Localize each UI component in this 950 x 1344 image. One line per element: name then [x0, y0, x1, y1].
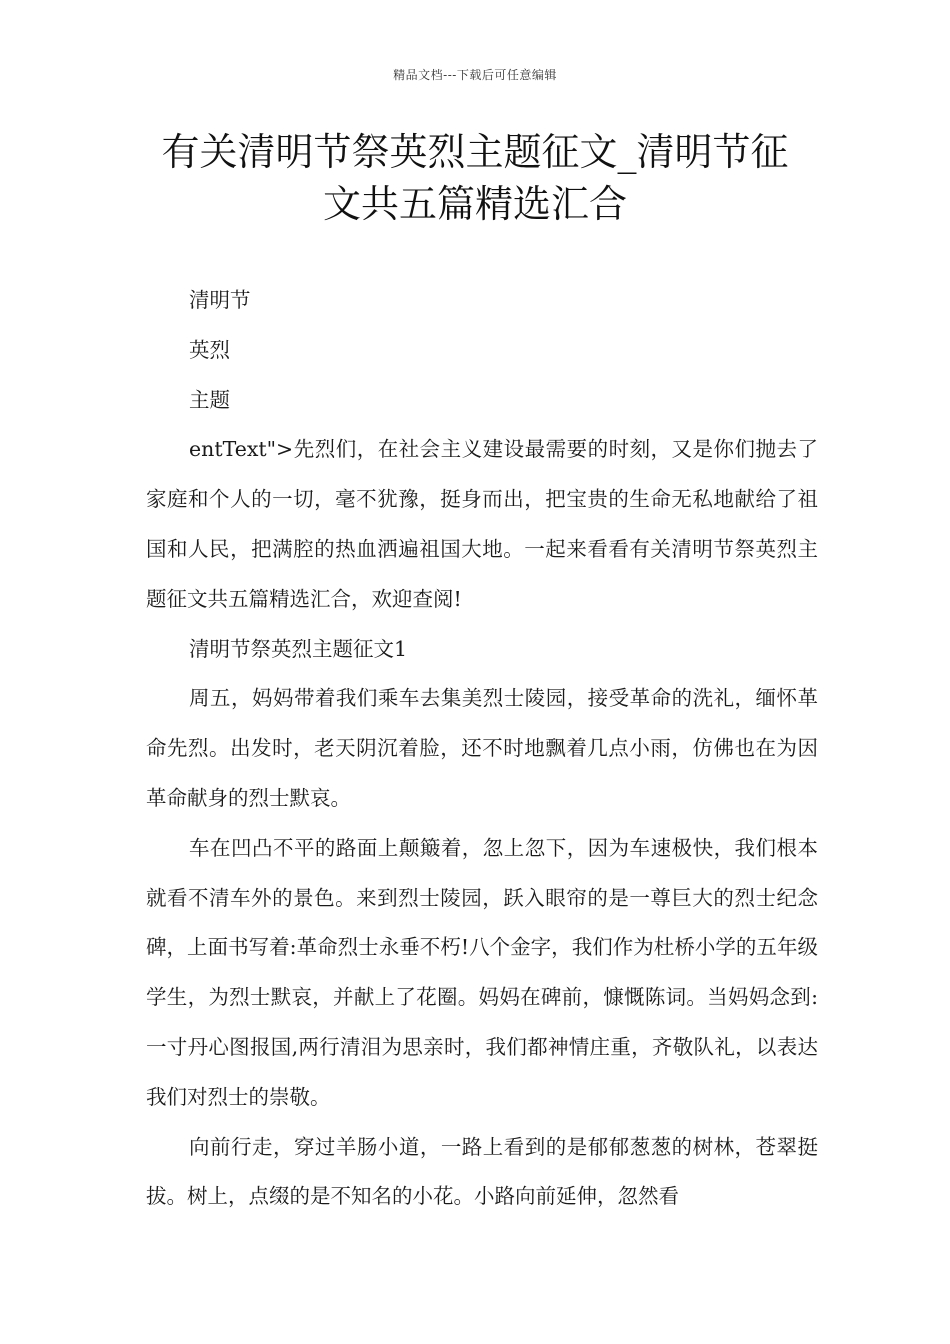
paragraph: 英烈 — [189, 337, 231, 362]
paragraph: 车在凹凸不平的路面上颠簸着，忽上忽下，因为车速极快，我们根本就看不清车外的景色。来到烈士陵园，跃入眼帘的是一尊巨大的烈士纪念碑，上面书写着:革命烈士永垂不朽!八个金字，我们作为杜桥小学的五年级学生，为烈士默哀，并献上了花圈。妈妈在碑前，慷慨陈词。当妈妈念到:一寸丹心图报国,两行清泪为思亲时，我们都神情庄重，齐敬队礼，以表达我们对烈士的崇敬。 — [146, 835, 818, 1109]
document-title: 有关清明节祭英烈主题征文_清明节征文共五篇精选汇合 — [161, 130, 789, 226]
header-note: 精品文档---下载后可任意编辑 — [393, 68, 557, 82]
document-body — [146, 276, 818, 1222]
paragraph: 清明节 — [189, 288, 251, 312]
paragraph: 周五，妈妈带着我们乘车去集美烈士陵园，接受革命的洗礼，缅怀革命先烈。出发时，老天阴沉着脸，还不时地飘着几点小雨，仿佛也在为因革命献身的烈士默哀。 — [146, 686, 818, 810]
paragraph: 向前行走，穿过羊肠小道，一路上看到的是郁郁葱葱的树林，苍翠挺拔。树上，点缀的是不知名的小花。小路向前延伸，忽然看 — [146, 1134, 818, 1209]
paragraph: 主题 — [189, 387, 231, 412]
paragraph: entText">先烈们，在社会主义建设最需要的时刻，又是你们抛去了家庭和个人的一切，毫不犹豫，挺身而出，把宝贵的生命无私地献给了祖国和人民，把满腔的热血洒遍祖国大地。一起来看看有关清明节祭英烈主题征文共五篇精选汇合，欢迎查阅! — [146, 437, 818, 611]
section-heading: 清明节祭英烈主题征文1 — [189, 636, 408, 661]
